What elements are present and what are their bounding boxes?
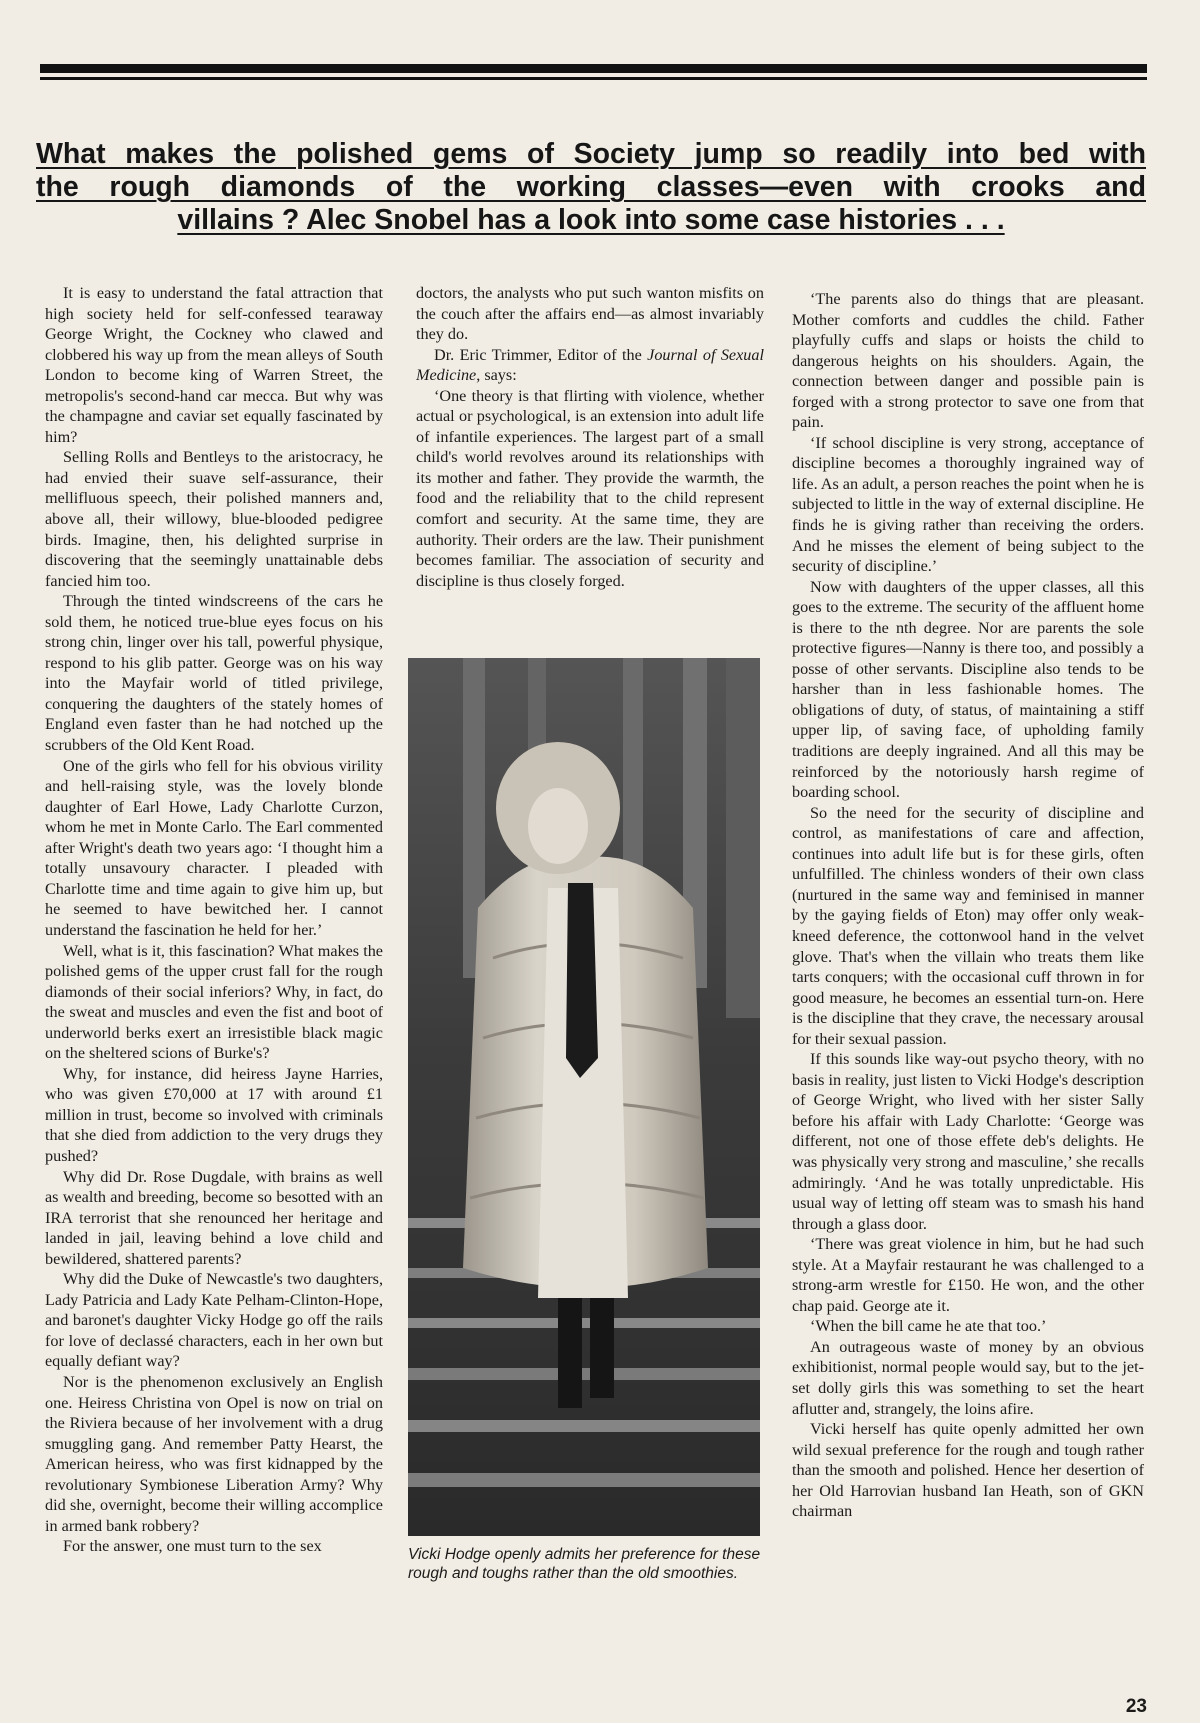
column-1 [45,283,383,1693]
column-3-paragraph: ‘When the bill came he ate that too.’ [810,1317,1047,1336]
column-2-paragraph: doctors, the analysts who put such wanton misfits on the couch after the affairs end—as almost invariably they do. [416,284,764,344]
column-2 [416,283,764,643]
column-1-paragraph: Selling Rolls and Bentleys to the aristocracy, he had envied their suave self-assurance, their mellifluous speech, their polished manners and, above all, their willowy, blue-blooded pedigree birds. Imagine, then, his delighted surprise in discovering that the seemingly unattainable debs fancied him too. [45,448,383,590]
headline-line-3: villains ? Alec Snobel has a look into some case histories . . . [177,204,1005,236]
column-3-paragraph: ‘If school discipline is very strong, acceptance of discipline becomes a thoroughly ingrained way of life. As an adult, a person reaches the point when he is subjected to little in the way of external discipline. He finds he is giving rather than receiving the orders. And he misses the element of being subject to the security of discipline.’ [792,433,1144,576]
column-1-paragraph: For the answer, one must turn to the sex [63,1537,322,1556]
column-3-paragraph: Now with daughters of the upper classes, all this goes to the extreme. The security of the affluent home is there to the nth degree. Nor are parents the sole protective figures—Nanny is there too, and possibly a posse of other servants. Discipline also tends to be harsher than in less fashionable homes. The obligations of duty, of status, of maintaining a stiff upper lip, of saving face, of upholding family traditions are deeply ingrained. And all this may be reinforced by the notoriously harsh regime of boarding school. [792,577,1144,802]
column-3-paragraph: If this sounds like way-out psycho theory, with no basis in reality, just listen to Vicki Hodge's description of George Wright, who lived with her sister Sally before his affair with Lady Charlotte: ‘George was different, not one of those effete deb's delights. He was physically very strong and masculine,’ she recalls admiringly. ‘And he was totally unpredictable. His usual way of letting off steam was to smash his hand through a glass door. [792,1050,1144,1233]
column-3 [792,289,1144,1693]
column-1-paragraph: One of the girls who fell for his obvious virility and hell-raising style, was the lovely blonde daughter of Earl Howe, Lady Charlotte Curzon, whom he met in Monte Carlo. The Earl commented after Wright's death two years ago: ‘I thought him a totally unsavoury character. I pleaded with Charlotte time and time again to give him up, but he seemed to have bewitched her. I cannot understand the fascination he held for her.’ [45,756,383,939]
headline-line-1: What makes the polished gems of Society jump so readily into bed with [36,138,1146,170]
headline-line-2: the rough diamonds of the working classes—even with crooks and [36,171,1146,203]
column-1-paragraph: Through the tinted windscreens of the cars he sold them, he noticed true-blue eyes focus on his strong chin, linger over his tall, powerful physique, respond to his glib patter. George was on his way into the Mayfair world of titled privilege, conquering the daughters of the stately homes of England even faster than he had notched up the scrubbers of the Old Kent Road. [45,592,383,755]
page-number: 23 [1125,1696,1147,1717]
photo-illustration [408,658,760,1536]
top-rule-thick [40,64,1147,73]
top-rule-thin [40,77,1147,80]
journal-title: Journal of Sexual Medicine [416,345,764,385]
column-1-paragraph: Why did the Duke of Newcastle's two daughters, Lady Patricia and Lady Kate Pelham-Clinton-Hope, and baronet's daughter Vicky Hodge go off the rails for love of declassé characters, each in her own but equally defiant way? [45,1270,383,1371]
column-2-paragraph: ‘One theory is that flirting with violence, whether actual or psychological, is an extension into adult life of infantile experiences. The largest part of a small child's world revolves around its relationships with its mother and father. They provide the warmth, the food and the reliability that to the child represent comfort and security. At the same time, they are authority. Their orders are the law. Their punishment becomes familiar. The association of security and discipline is thus closely forged. [416,386,764,590]
column-1-paragraph: Why did Dr. Rose Dugdale, with brains as well as wealth and breeding, become so besotted with an IRA terrorist that she renounced her heritage and landed in jail, leaving behind a love child and bewildered, shattered parents? [45,1167,383,1268]
column-1-paragraph: It is easy to understand the fatal attraction that high society held for self-confessed tearaway George Wright, the Cockney who clawed and clobbered his way up from the mean alleys of South London to become king of Warren Street, the metropolis's second-hand car mecca. But why was the champagne and caviar set equally fascinated by him? [45,284,383,446]
column-2-paragraph [416,345,764,386]
editor-says: , says: [476,366,517,385]
column-3-paragraph: So the need for the security of discipline and control, as manifestations of care and affection, continues into adult life but is for these girls, often unfulfilled. The chinless wonders of their own class (nurtured in the same way and feminised in manner by the gaying fields of Eton) may offer only weak-kneed deference, the cottonwool hand in the velvet glove. That's when the villain who treats them like tarts conquers; with the occasional cuff thrown in for good measure, he becomes an essential turn-on. Here is the discipline that they crave, the necessary arousal for their sexual passion. [792,803,1144,1048]
column-3-paragraph: ‘There was great violence in him, but he had such style. At a Mayfair restaurant he was challenged to a strong-arm wrestle for £150. He won, and the other chap paid. George ate it. [792,1235,1144,1315]
photo-caption: Vicki Hodge openly admits her preference for these rough and toughs rather than the old smoothies. [408,1546,761,1582]
headline [36,138,1146,237]
column-1-paragraph: Why, for instance, did heiress Jayne Harries, who was given £70,000 at 17 with around £1 million in trust, become so involved with criminals that she died from addiction to the very drugs they pushed? [45,1064,383,1165]
article-photo [408,658,760,1536]
editor-intro: Dr. Eric Trimmer, Editor of the [434,345,648,364]
column-3-paragraph: Vicki herself has quite openly admitted her own wild sexual preference for the rough and tough rather than the smooth and polished. Hence her desertion of her Old Harrovian husband Ian Heath, son of GKN chairman [792,1420,1144,1521]
column-1-paragraph: Nor is the phenomenon exclusively an English one. Heiress Christina von Opel is now on trial on the Riviera because of her involvement with a drug smuggling gang. And remember Patty Hearst, the American heiress, who was first kidnapped by the revolutionary Symbionese Liberation Army? Why did she, overnight, become their willing accomplice in armed bank robbery? [45,1372,383,1535]
column-3-paragraph: An outrageous waste of money by an obvious exhibitionist, normal people would say, but to the jet-set dolly girls this was something to set the heart aflutter and, strangely, the loins afire. [792,1337,1144,1418]
column-3-paragraph: ‘The parents also do things that are pleasant. Mother comforts and cuddles the child. Father playfully cuffs and slaps or hoists the child to dangerous heights on his shoulders. Again, the connection between danger and possible pain is forged with a strong protector to save one from that pain. [792,290,1144,432]
column-1-paragraph: Well, what is it, this fascination? What makes the polished gems of the upper crust fall for the rough diamonds of their social inferiors? Why, in fact, do the sweat and muscles and even the fist and boot of underworld berks exert an irresistible black magic on the sheltered scions of Burke's? [45,941,383,1063]
